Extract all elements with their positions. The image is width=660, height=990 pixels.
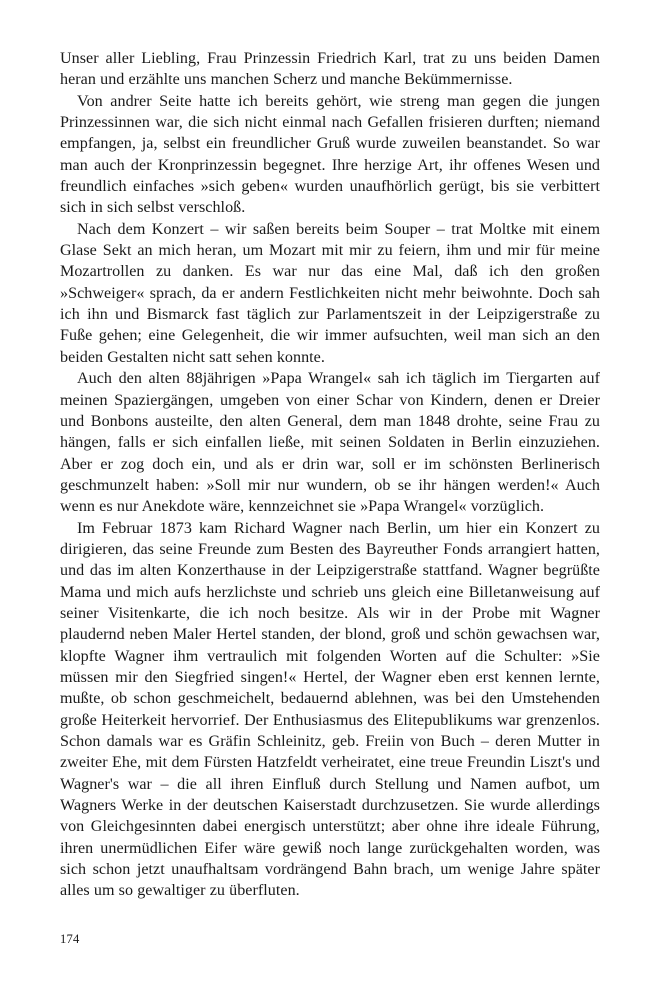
paragraph: Unser aller Liebling, Frau Prinzessin Friedrich Karl, trat zu uns beiden Damen heran und erzählte uns manchen Scherz und manche Bekümmernisse. xyxy=(60,50,600,89)
paragraph: Auch den alten 88jährigen »Papa Wrangel« sah ich täglich im Tiergarten auf meinen Spaziergängen, umgeben von einer Schar von Kindern, denen er Dreier und Bonbons austeilte, den alten General, dem man 1848 drohte, seine Frau zu hängen, falls er sich einfallen ließe, mit seinen Soldaten in Berlin einzuziehen. Aber er zog doch ein, und als er drin war, soll er im schönsten Berlinerisch geschmunzelt haben: »Soll mir nur wundern, ob se ihr hängen werden!« Auch wenn es nur Anekdote wäre, kennzeichnet sie »Papa Wrangel« vorzüglich. xyxy=(60,370,600,516)
paragraph: Im Februar 1873 kam Richard Wagner nach Berlin, um hier ein Konzert zu dirigieren, das seine Freunde zum Besten des Bayreuther Fonds arrangiert hatten, und das im alten Konzerthause in der Leipzigerstraße stattfand. Wagner begrüßte Mama und mich aufs herzlichste und schrieb uns gleich eine Billetanweisung auf seiner Visitenkarte, die ich noch besitze. Als wir in der Probe mit Wagner plaudernd neben Maler Hertel standen, der blond, groß und schön gewachsen war, klopfte Wagner ihm vertraulich mit folgenden Worten auf die Schulter: »Sie müssen mir den Siegfried singen!« Hertel, der Wagner eben erst kennen lernte, mußte, ob schon geschmeichelt, bedauernd ablehnen, was bei den Umstehenden große Heiterkeit hervorrief. Der Enthusiasmus des Elitepublikums war grenzenlos. Schon damals war es Gräfin Schleinitz, geb. Freiin von Buch – deren Mutter in zweiter Ehe, mit dem Fürsten Hatzfeldt verheiratet, eine treue Freundin Liszt's und Wagner's war – die all ihren Einfluß durch Stellung und Namen aufbot, um Wagners Werke in der deutschen Kaiserstadt durchzusetzen. Sie wurde allerdings von Gleichgesinnten dabei energisch unterstützt; aber ohne ihre ideale Führung, ihren unermüdlichen Eifer wäre gewiß noch lange zurückgehalten worden, was sich schon jetzt unaufhaltsam vordrängend Bahn brach, um wenige Jahre später alles um so gewaltiger zu überfluten. xyxy=(60,519,600,900)
page-number: 174 xyxy=(60,932,80,946)
paragraph: Von andrer Seite hatte ich bereits gehört, wie streng man gegen die jungen Prinzessinnen war, die sich nicht einmal nach Gefallen frisieren durften; niemand empfangen, ja, selbst ein freundlicher Gruß wurde zuweilen beanstandet. So war man auch der Kronprinzessin begegnet. Ihre herzige Art, ihr offenes Wesen und freundlich einfaches »sich geben« wurden unaufhörlich gerügt, bis sie verbittert sich in sich selbst verschloß. xyxy=(60,92,600,217)
paragraph: Nach dem Konzert – wir saßen bereits beim Souper – trat Moltke mit einem Glase Sekt an mich heran, um Mozart mit mir zu feiern, ihm und mir für meine Mozartrollen zu danken. Es war nur das eine Mal, daß ich den großen »Schweiger« sprach, da er andern Festlichkeiten nicht mehr beiwohnte. Doch sah ich ihn und Bismarck fast täglich zur Parlamentszeit in der Leipzigerstraße zu Fuße gehen; eine Gelegenheit, die wir immer aufsuchten, weil man sich an den beiden Gestalten nicht satt sehen konnte. xyxy=(60,220,600,366)
page-text-block xyxy=(60,48,600,902)
